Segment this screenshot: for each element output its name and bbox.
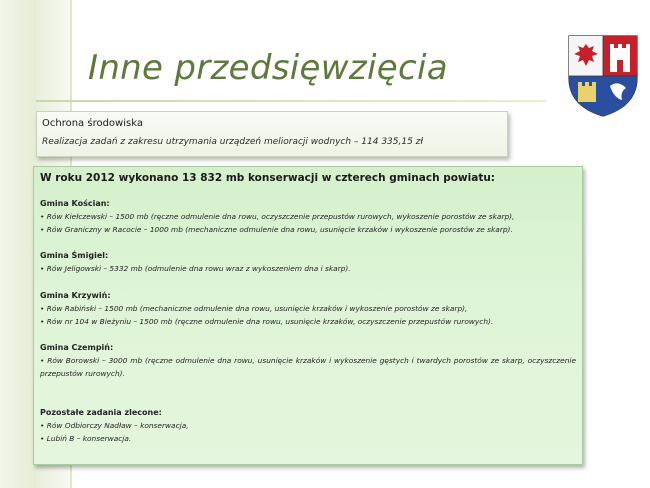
- list-item: • Rów Kiełczewski – 1500 mb (ręczne odmulenie dna rowu, oczyszczenie przepustów rurowych, wykoszenie porostów ze skarp),: [40, 212, 515, 221]
- group-heading: Gmina Krzywiń:: [40, 291, 111, 300]
- list-item: • Rów Graniczny w Racocie – 1000 mb (mechaniczne odmulenie dna rowu, usunięcie krzaków i wykoszenie porostów ze skarp).: [40, 225, 513, 234]
- list-item: • Lubiń B – konserwacja.: [40, 434, 132, 443]
- group-heading: Gmina Czempiń:: [40, 343, 114, 352]
- list-item: • Rów Jeligowski – 5332 mb (odmulenie dna rowu wraz z wykoszeniem dna i skarp).: [40, 264, 351, 273]
- group-krzywin: [40, 289, 576, 328]
- group-koscian: [40, 197, 576, 236]
- maintenance-intro: W roku 2012 wykonano 13 832 mb konserwacji w czterech gminach powiatu:: [40, 172, 496, 184]
- group-heading: Gmina Kościan:: [40, 199, 110, 208]
- list-item: • Rów Rabiński – 1500 mb (mechaniczne odmulenie dna rowu, usunięcie krzaków i wykoszenie porostów ze skarp),: [40, 304, 468, 313]
- group-other-tasks: [40, 406, 576, 445]
- environment-text: Realizacja zadań z zakresu utrzymania urządzeń melioracji wodnych – 114 335,15 zł: [42, 137, 423, 147]
- list-item: • Rów Borowski – 3000 mb (ręczne odmulenie dna rowu, usunięcie krzaków i wykoszenie gęstych i twardych porostów ze skarp, oczyszczenie przepustów rurowych).: [40, 356, 576, 378]
- group-heading: Gmina Śmigiel:: [40, 251, 109, 260]
- list-item: • Rów Odbiorczy Nadław – konserwacja,: [40, 421, 189, 430]
- group-czempin: [40, 341, 576, 380]
- decorative-left-band: [0, 0, 36, 488]
- title-underline: [36, 100, 546, 102]
- group-smigiel: [40, 249, 576, 275]
- environment-heading: Ochrona środowiska: [42, 118, 143, 129]
- list-item: • Rów nr 104 w Bieżyniu – 1500 mb (ręczne odmulenie dna rowu, usunięcie krzaków, oczyszczenie przepustów rurowych).: [40, 317, 494, 326]
- group-heading: Pozostałe zadania zlecone:: [40, 408, 162, 417]
- coat-of-arms-icon: [566, 34, 640, 118]
- environment-box: [36, 111, 508, 157]
- slide-title: Inne przedsięwzięcia: [88, 48, 448, 88]
- maintenance-box: [33, 166, 583, 465]
